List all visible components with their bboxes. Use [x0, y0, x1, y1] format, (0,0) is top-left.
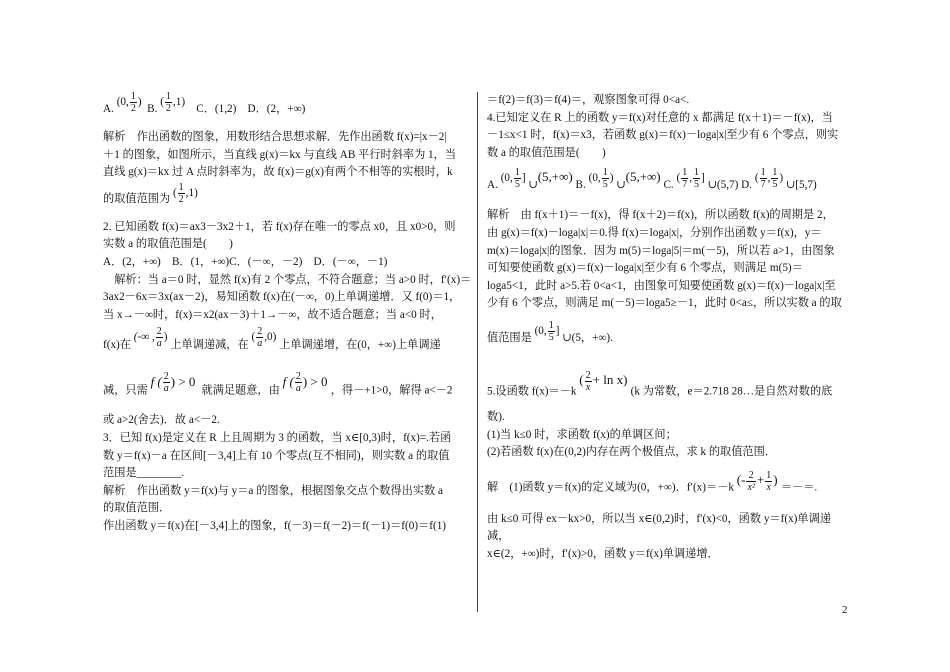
q5-solution-line: 解 (1)函数 y＝f(x)的定义域为(0，+∞)．f′(x)＝－k (- $\frac{2}{\text{x²}}$ + $\frac{1}{x}$ ) ＝－＝.	[487, 469, 818, 494]
q5-solution-line: x∈(2，+∞)时，f′(x)>0，函数 y＝f(x)单调递增．	[487, 547, 719, 560]
q2-solution-line: 解析：当 a＝0 时，显然 f(x)有 2 个零点，不符合题意；当 a>0 时，f′(x)＝	[103, 273, 472, 286]
fraction: $\frac{1}{7}$	[682, 167, 688, 191]
fraction: $\frac{2}{x}$	[585, 369, 591, 393]
option-c: C．(1,2)	[196, 103, 237, 116]
q5-text-line: 数).	[487, 410, 505, 423]
option-b-label: B.	[147, 103, 158, 116]
q1-solution-line: 解析 作出函数的图象，用数形结合思想求解．先作出函数 f(x)=|x－2|	[103, 131, 447, 143]
fraction: $\frac{1}{7}$	[760, 167, 766, 191]
fraction: $\frac{2}{\text{x²}}$	[747, 469, 755, 493]
fraction: $\frac{1}{2}$	[178, 181, 184, 205]
q2-solution-line: 3ax2－6x＝3x(ax－2)，易知函数 f(x)在(－∞，0)上单调递增．又 f(0)＝1，	[103, 291, 461, 304]
q3-text-line: 3．已知 f(x)是定义在 R 上且周期为 3 的函数，当 x∈[0,3)时，f(x)=.若函	[103, 431, 452, 444]
q3-text-line: 范围是________.	[103, 467, 185, 480]
q3-text-line: 数 y＝f(x)－a 在区间[－3,4]上有 10 个零点(互不相同)，则实数 a 的取值	[103, 449, 450, 462]
q3-continuation: ＝f(2)＝f(3)＝f(4)＝，观察图象可得 0<a<.	[487, 94, 690, 106]
q4-options: A. (0, $\frac{1}{5}$ ] ∪(5,+∞) B. (0, $\frac{1}{5}$ ) ∪(5,+∞) C. ( $\frac{1}{7}$ , $\frac{1}{5}$ ] ∪(5,7) D. ( $\frac{1}{7}$ , $\frac{1}{5}$ ) ∪[5,7)	[487, 167, 817, 192]
q4-text-line: 数 a 的取值范围是( )	[487, 146, 606, 159]
q2-condition-line: 减，只需 f ( $\frac{2}{a}$ ) > 0 就满足题意，由 f ( $\frac{2}{a}$ ) > 0 ，得－+1>0，解得 a<－2	[103, 371, 453, 397]
right-column	[487, 92, 849, 564]
q4-solution-line: 解析 由 f(x＋1)＝－f(x)，得 f(x＋2)＝f(x)，所以函数 f(x)的周期是 2，	[487, 209, 834, 222]
q4-solution-line: loga5<1，此时 a>5.若 0<a<1，由图象可知要使函数 g(x)＝f(x)－loga|x|至	[487, 279, 836, 292]
q1-range: 的取值范围为 ( $\frac{1}{2}$ ,1)	[103, 181, 198, 205]
option-d: D．(2，+∞)	[247, 103, 306, 116]
q1-solution-line: ＋1 的图象，如图所示，当直线 g(x)＝kx 与直线 AB 平行时斜率为 1，当	[103, 148, 457, 161]
q2-monotonic-line: f(x)在 (-∞ , $\frac{2}{a}$ ) 上单调递减，在 ( $\frac{2}{a}$ ,0) 上单调递增，在(0，+∞)上单调递	[103, 326, 441, 352]
left-column	[103, 91, 472, 536]
q3-solution-line: 的取值范围．	[103, 502, 171, 515]
q2-end: 或 a>2(舍去)．故 a<－2.	[103, 414, 220, 427]
q5-part: (1)当 k≤0 时，求函数 f(x)的单调区间；	[487, 428, 677, 441]
fraction: $\frac{2}{a}$	[257, 326, 263, 350]
column-divider	[477, 92, 478, 612]
q5-solution-line: 由 k≤0 可得 ex－kx>0，所以当 x∈(0,2)时，f′(x)<0，函数 y＝f(x)单调递	[487, 512, 831, 525]
q4-solution-line: m(x)＝loga|x|的图象．因为 m(5)＝loga|5|＝m(－5)，所以若 a>1，由图象	[487, 244, 835, 257]
q3-solution-line: 解析 作出函数 y＝f(x)与 y＝a 的图象，根据图象交点个数得出实数 a	[103, 484, 443, 497]
q2-solution-line: 当 x→－∞时，f(x)＝x2(ax－3)＋1→－∞，故不适合题意；当 a<0 时，	[103, 308, 442, 321]
fraction: $\frac{1}{5}$	[772, 167, 778, 191]
q2-options: A．(2，+∞) B．(1，+∞)C．(－∞，－2) D．(－∞，－1)	[103, 255, 388, 268]
fraction: $\frac{1}{5}$	[602, 167, 608, 191]
q4-text-line: 4.已知定义在 R 上的函数 y＝f(x)对任意的 x 都满足 f(x＋1)＝－f(x)，当	[487, 111, 833, 124]
q4-solution-line: 可知要使函数 g(x)＝f(x)－loga|x|至少有 6 个零点，则满足 m(5)＝	[487, 262, 803, 275]
option-a-open: (0,	[116, 96, 129, 109]
q3-solution-line: 作出函数 y＝f(x)在[－3,4]上的图象，f(－3)＝f(－2)＝f(－1)＝f(0)＝f(1)	[103, 519, 447, 532]
q2-text-line: 2. 已知函数 f(x)＝ax3－3x2＋1，若 f(x)存在唯一的零点 x0，且 x0>0，则	[103, 220, 456, 233]
q2-text-line: 实数 a 的取值范围是( )	[103, 238, 233, 251]
fraction: $\frac{1}{5}$	[514, 167, 520, 191]
fraction: $\frac{2}{a}$	[156, 326, 162, 350]
fraction: $\frac{1}{2}$	[165, 91, 171, 114]
q4-solution-line: 由 g(x)＝f(x)－loga|x|＝0.得 f(x)＝loga|x|，分别作出函数 y＝f(x)，y＝	[487, 226, 822, 239]
q5-text-line: 5.设函数 f(x)＝－k ( $\frac{2}{x}$ + ln x) (k 为常数，e＝2.718 28…是自然对数的底	[487, 369, 833, 398]
fraction: $\frac{1}{5}$	[548, 319, 554, 343]
option-a-label: A.	[103, 103, 114, 116]
q4-text-line: －1≤x<1 时，f(x)＝x3，若函数 g(x)＝f(x)－loga|x|至少有 6 个零点，则实	[487, 129, 839, 142]
page-number: 2	[842, 604, 848, 616]
fraction: $\frac{1}{2}$	[130, 91, 136, 114]
q1-options: A. (0, $\frac{1}{2}$ ) B. ( $\frac{1}{2}$ ,1) C．(1,2) D．(2，+∞)	[103, 91, 306, 116]
q5-part: (2)若函数 f(x)在(0,2)内存在两个极值点，求 k 的取值范围．	[487, 446, 776, 459]
q4-solution-line: 少有 6 个零点，则满足 m(－5)＝loga5≥－1，此时 0<a≤，所以实数 a 的取	[487, 297, 842, 310]
q4-range: 值范围是 (0, $\frac{1}{5}$ ] ∪(5，+∞).	[487, 319, 613, 345]
fraction: $\frac{1}{5}$	[694, 167, 700, 191]
q5-solution-line: 减，	[487, 530, 510, 543]
fraction: $\frac{2}{a}$	[163, 371, 169, 395]
q1-solution-line: 直线 g(x)＝kx 过 A 点时斜率为，故 f(x)＝g(x)有两个不相等的实根时，k	[103, 166, 453, 179]
fraction: $\frac{2}{a}$	[295, 371, 301, 395]
fraction: $\frac{1}{x}$	[766, 469, 772, 493]
